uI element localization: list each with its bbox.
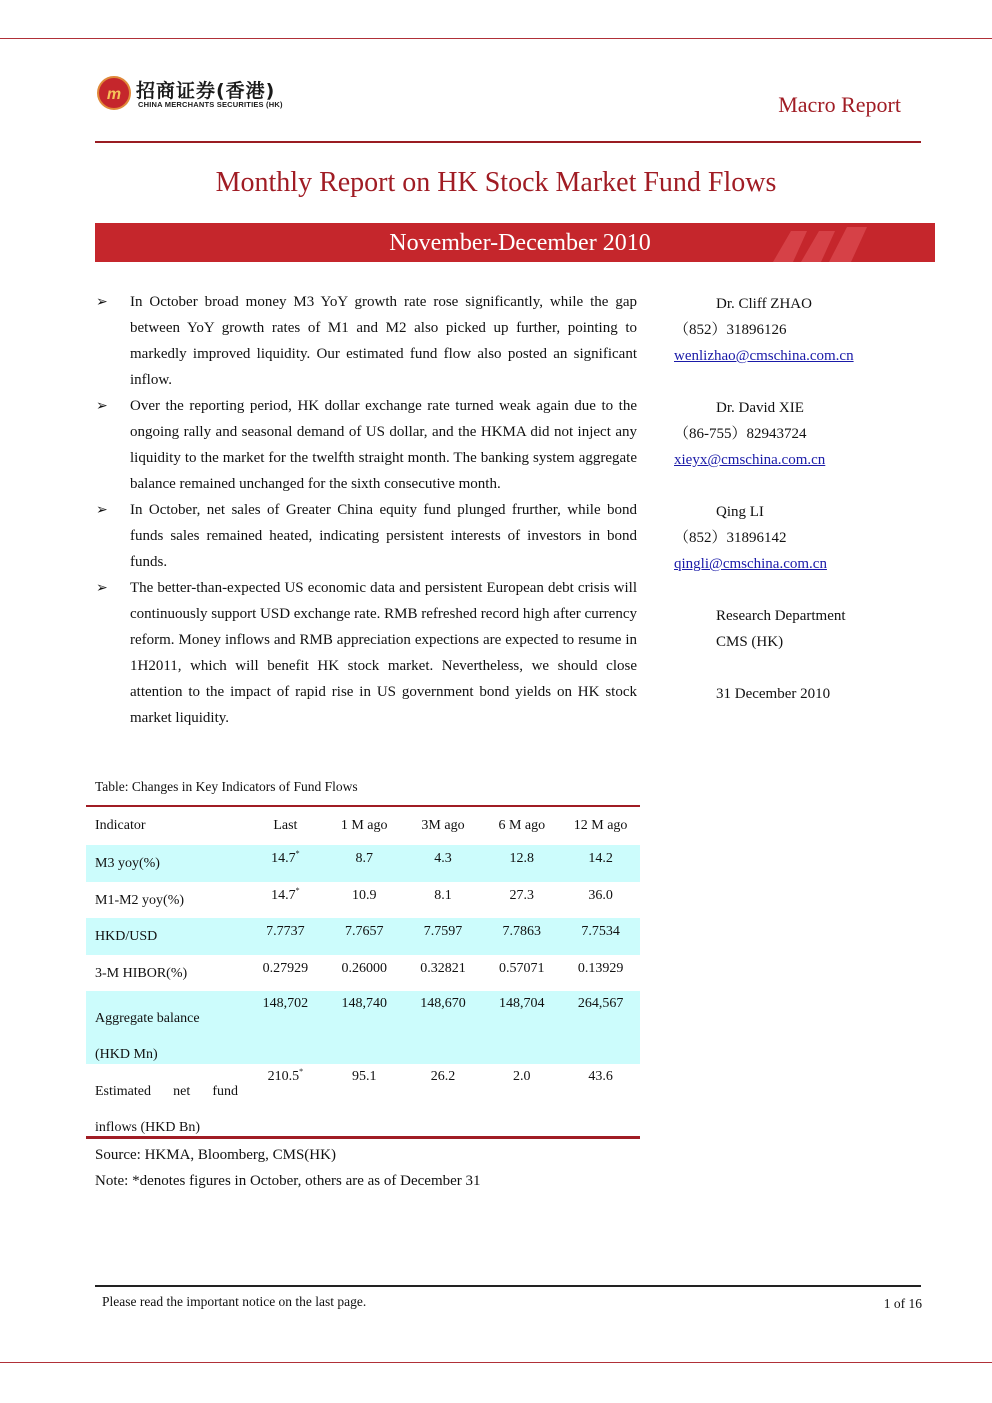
table-cell: 0.26000: [341, 960, 387, 976]
analyst-email-link[interactable]: xieyx@cmschina.com.cn: [674, 452, 826, 468]
table-cell: 0.13929: [577, 960, 624, 976]
analyst-phone: （86-755）82943724: [674, 426, 807, 442]
footer-notice: Please read the important notice on the last page.: [102, 1294, 367, 1309]
column-header: Last: [273, 818, 298, 833]
table-cell: 27.3: [509, 887, 535, 903]
table-cell: 14.7*: [271, 885, 300, 903]
bullet-text: In October broad money M3 YoY growth rate rose significantly, while the gap between YoY growth rates of M1 and M2 also picked up further, pointing to markedly improved liquidity. Our estimated fund flow also posted an significant inflow.: [130, 294, 637, 388]
table-cell: 7.7737: [266, 924, 305, 939]
asterisk-marker: *: [295, 849, 300, 858]
arrow-bullet-icon: ➢: [96, 580, 108, 596]
indicator-name: HKD/USD: [95, 929, 158, 944]
svg-text:m: m: [106, 86, 122, 103]
page-bottom-rule: [0, 1362, 992, 1363]
footer-rule: [95, 1285, 921, 1287]
table-row: [86, 845, 640, 882]
table-cell: 0.32821: [420, 960, 466, 976]
table-cell: 210.5*: [267, 1066, 304, 1084]
table-notes: [95, 1142, 481, 1194]
table-cell: 0.57071: [499, 960, 545, 976]
table-cell: 14.2: [588, 851, 613, 866]
bullet-item: [96, 497, 637, 575]
analyst-name: Dr. David XIE: [716, 400, 804, 416]
table-cell: 7.7657: [344, 924, 384, 939]
department-name: Research Department: [716, 608, 846, 624]
page-top-rule: [0, 38, 992, 39]
analyst-email-link[interactable]: wenlizhao@cmschina.com.cn: [674, 348, 854, 364]
logo-english-name: CHINA MERCHANTS SECURITIES (HK): [138, 100, 283, 109]
column-header: Indicator: [95, 818, 146, 833]
table-cell: 2.0: [513, 1068, 531, 1084]
column-header: 3M ago: [421, 818, 465, 833]
period-banner: [95, 223, 935, 262]
indicator-name: Estimated net fund inflows (HKD Bn): [95, 1083, 238, 1135]
asterisk-marker: *: [295, 885, 300, 895]
department-unit: CMS (HK): [716, 634, 784, 650]
header-rule: [95, 141, 921, 143]
analyst-email-link[interactable]: qingli@cmschina.com.cn: [674, 556, 827, 572]
bullet-text: Over the reporting period, HK dollar exchange rate turned weak again due to the ongoing rally and seasonal demand of US dollar, and the HKMA did not inject any liquidity to the market for the twelfth straight month. The banking system aggregate balance remained unchanged for the sixth consecutive month.: [130, 398, 637, 492]
table-cell: 148,704: [499, 996, 545, 1011]
bullet-item: [96, 393, 637, 497]
analyst-phone: （852）31896126: [674, 322, 787, 338]
table-cell: 148,702: [262, 996, 309, 1011]
asterisk-marker: *: [299, 1066, 304, 1076]
table-header-row: [86, 807, 640, 845]
table-row: [86, 955, 640, 992]
table-cell: 7.7534: [581, 924, 620, 939]
table-row: [86, 918, 640, 955]
arrow-bullet-icon: ➢: [96, 398, 108, 414]
bullet-text: In October, net sales of Greater China equity fund plunged frurther, while bond funds sales remained heated, indicating persistent interests of investors in bond funds.: [130, 502, 637, 570]
logo-emblem-icon: [96, 75, 132, 111]
column-header: 6 M ago: [498, 818, 546, 833]
arrow-bullet-icon: ➢: [96, 294, 108, 310]
table-cell: 264,567: [577, 996, 624, 1011]
table-cell: 148,670: [420, 996, 466, 1011]
analyst-name: Qing LI: [716, 504, 764, 520]
table-row: [86, 991, 640, 1064]
table-cell: 0.27929: [262, 960, 309, 976]
table-caption: Table: Changes in Key Indicators of Fund Flows: [95, 779, 358, 794]
report-date: 31 December 2010: [716, 686, 831, 702]
company-logo: [96, 73, 316, 113]
table-row: [86, 882, 640, 919]
table-cell: 14.7*: [271, 849, 300, 866]
bullet-text: The better-than-expected US economic data and persistent European debt crisis will continuously support USD exchange rate. RMB refreshed record high after currency reform. Money inflows and RMB appreciation expections are expected to resume in 1H2011, which will benefit HK stock market. Nevertheless, we should close attention to the impact of rapid rise in US government bond yields on HK stock market liquidity.: [130, 580, 637, 726]
report-period: November-December 2010: [389, 230, 651, 256]
table-cell: 8.7: [355, 851, 373, 866]
table-cell: 7.7597: [423, 924, 463, 939]
arrow-bullet-icon: ➢: [96, 502, 108, 518]
table-cell: 26.2: [430, 1068, 456, 1084]
table-cell: 95.1: [351, 1068, 377, 1084]
analyst-sidebar: [674, 291, 924, 707]
table-cell: 12.8: [509, 851, 535, 866]
page-title: Monthly Report on HK Stock Market Fund Flows: [215, 167, 777, 198]
note-line: Note: *denotes figures in October, others are as of December 31: [95, 1173, 481, 1189]
indicator-name: 3-M HIBOR(%): [95, 965, 188, 981]
analyst-name: Dr. Cliff ZHAO: [716, 296, 812, 312]
indicator-name: M1-M2 yoy(%): [95, 892, 185, 908]
bullet-item: [96, 289, 637, 393]
logo-chinese-name: 招商证券(香港): [136, 80, 276, 102]
table-cell: 7.7863: [502, 924, 542, 939]
table-cell: 8.1: [434, 887, 452, 903]
column-header: 12 M ago: [573, 818, 628, 833]
table-row: [86, 1064, 640, 1137]
bullet-item: [96, 575, 637, 731]
analyst-phone: （852）31896142: [674, 530, 787, 546]
column-header: 1 M ago: [340, 818, 388, 833]
table-cell: 43.6: [588, 1068, 613, 1084]
fund-flow-indicators-table: [86, 805, 640, 1139]
summary-bullets: [96, 289, 637, 731]
indicator-name: M3 yoy(%): [95, 856, 160, 871]
indicator-name: Aggregate balance (HKD Mn): [95, 1011, 200, 1062]
page-number: 1 of 16: [883, 1296, 922, 1311]
report-type-label: Macro Report: [778, 92, 901, 117]
table-cell: 4.3: [434, 851, 452, 866]
table-cell: 10.9: [351, 887, 377, 903]
table-cell: 36.0: [588, 887, 613, 903]
source-line: Source: HKMA, Bloomberg, CMS(HK): [95, 1147, 336, 1163]
table-cell: 148,740: [341, 996, 387, 1011]
